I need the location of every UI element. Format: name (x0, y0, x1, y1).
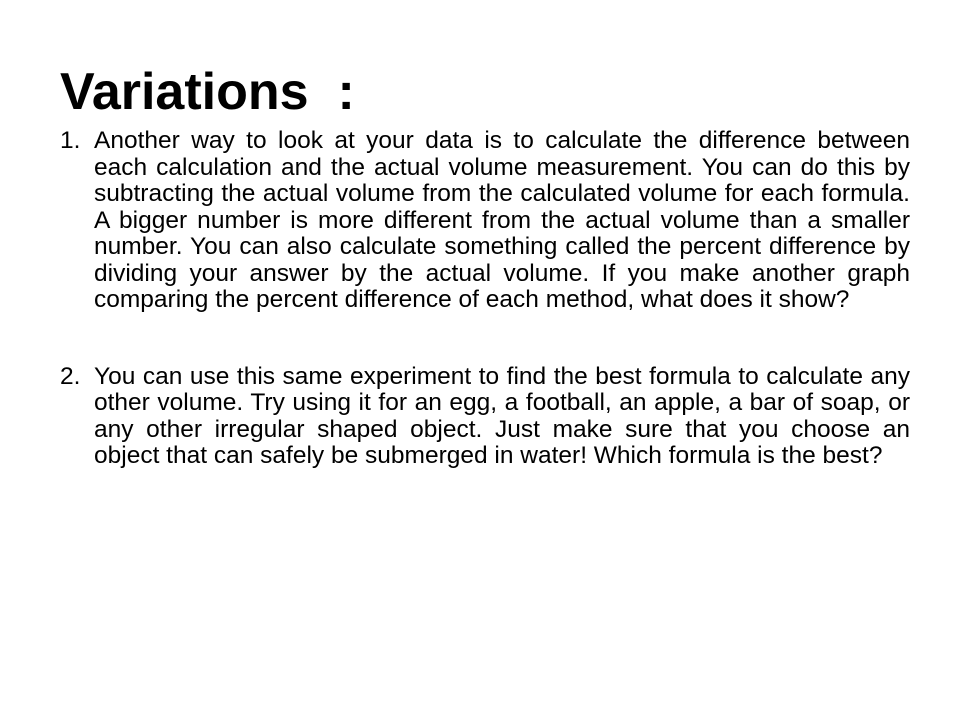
list-item-1 (60, 128, 910, 314)
list-item-text: Another way to look at your data is to calculate the difference between each calculation and the actual volume measurement. You can do this by subtracting the actual volume from the calculated volume for each formula. A bigger number is more different from the actual volume than a smaller number. You can also calculate something called the percent difference by dividing your answer by the actual volume. If you make another graph comparing the percent difference of each method, what does it show? (94, 127, 910, 313)
list-item-number: 1. (60, 127, 81, 154)
list-item-text: You can use this same experiment to find the best formula to calculate any other volume. Try using it for an egg, a football, an apple, a bar of soap, or any other irregular shaped object. Just make sure that you choose an object that can safely be submerged in water! Which formula is the best? (94, 362, 910, 469)
list-item-2 (60, 364, 910, 470)
numbered-list (60, 128, 910, 470)
slide-title: Variations : (60, 63, 355, 121)
list-item-number: 2. (60, 362, 81, 390)
